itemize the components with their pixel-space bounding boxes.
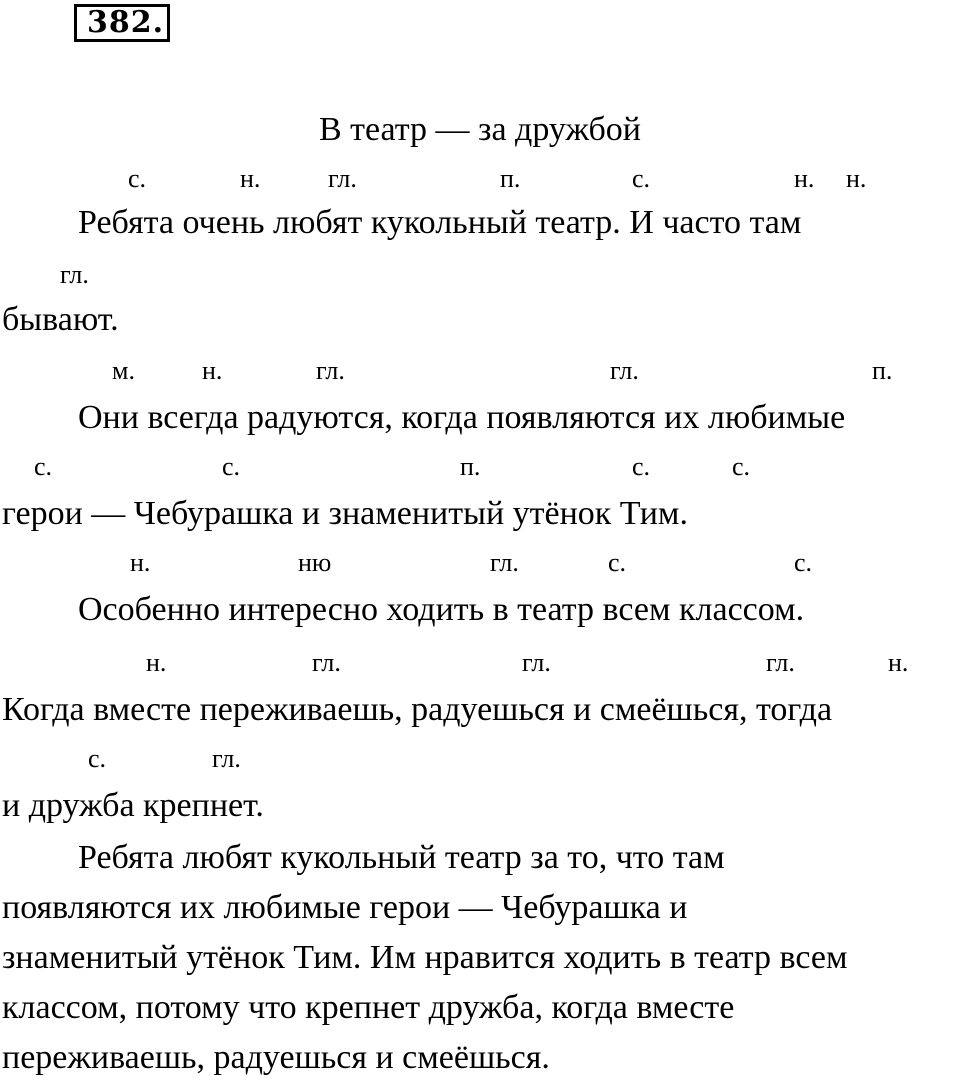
part-of-speech-mark: гл.: [212, 744, 241, 773]
part-of-speech-mark: н.: [146, 648, 167, 677]
part-of-speech-mark: п.: [500, 164, 521, 193]
answer-line: знаменитый утёнок Тим. Им нравится ходить в театр всем: [2, 939, 848, 976]
part-of-speech-mark: с.: [794, 548, 813, 577]
part-of-speech-mark: с.: [632, 164, 651, 193]
part-of-speech-mark: н.: [240, 164, 261, 193]
part-of-speech-mark: с.: [88, 744, 107, 773]
text-line: бывают.: [2, 301, 119, 338]
part-of-speech-mark: ню: [298, 548, 332, 577]
text-line: герои — Чебурашка и знаменитый утёнок Тим.: [2, 495, 688, 532]
part-of-speech-mark: п.: [460, 452, 481, 481]
part-of-speech-mark: с.: [34, 452, 53, 481]
answer-line: классом, потому что крепнет дружба, когда вместе: [2, 989, 735, 1026]
part-of-speech-mark: с.: [608, 548, 627, 577]
text-line: Ребята очень любят кукольный театр. И часто там: [78, 204, 802, 241]
answer-line: Ребята любят кукольный театр за то, что там: [78, 839, 725, 876]
part-of-speech-mark: гл.: [328, 164, 357, 193]
part-of-speech-mark: гл.: [610, 356, 639, 385]
part-of-speech-mark: с.: [128, 164, 147, 193]
part-of-speech-mark: с.: [632, 452, 651, 481]
text-title: В театр — за дружбой: [319, 111, 641, 148]
part-of-speech-mark: с.: [732, 452, 751, 481]
part-of-speech-mark: н.: [202, 356, 223, 385]
text-line: Они всегда радуются, когда появляются их любимые: [78, 399, 846, 436]
text-line: Когда вместе переживаешь, радуешься и смеёшься, тогда: [2, 691, 833, 728]
part-of-speech-mark: гл.: [312, 648, 341, 677]
part-of-speech-mark: п.: [872, 356, 893, 385]
part-of-speech-mark: м.: [112, 356, 135, 385]
part-of-speech-mark: гл.: [316, 356, 345, 385]
part-of-speech-mark: гл.: [490, 548, 519, 577]
part-of-speech-mark: н.: [846, 164, 867, 193]
part-of-speech-mark: н.: [794, 164, 815, 193]
part-of-speech-mark: н.: [888, 648, 909, 677]
part-of-speech-mark: гл.: [60, 260, 89, 289]
answer-line: появляются их любимые герои — Чебурашка и: [2, 889, 688, 926]
part-of-speech-mark: гл.: [522, 648, 551, 677]
answer-line: переживаешь, радуешься и смеёшься.: [2, 1039, 550, 1076]
text-line: Особенно интересно ходить в театр всем классом.: [78, 591, 805, 628]
part-of-speech-mark: с.: [222, 452, 241, 481]
part-of-speech-mark: гл.: [766, 648, 795, 677]
part-of-speech-mark: н.: [130, 548, 151, 577]
text-line: и дружба крепнет.: [2, 787, 264, 824]
exercise-number: 382.: [74, 4, 170, 42]
